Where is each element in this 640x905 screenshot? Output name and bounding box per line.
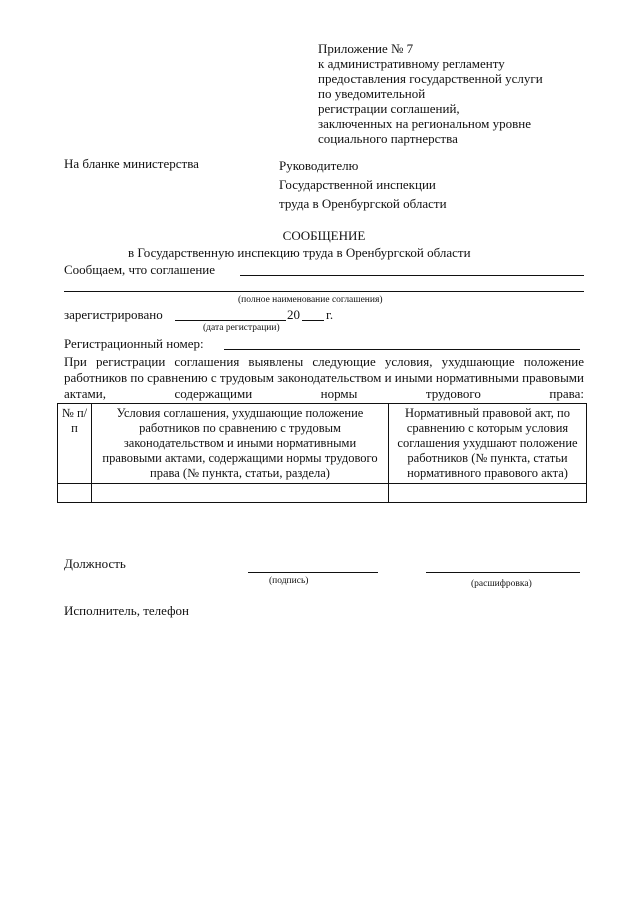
- annex-line: регистрации соглашений,: [318, 101, 460, 116]
- table-cell[interactable]: [389, 484, 587, 503]
- annex-line: предоставления государственной услуги: [318, 71, 543, 86]
- annex-block: [318, 41, 543, 146]
- year-prefix: 20: [287, 307, 300, 322]
- table-cell[interactable]: [58, 484, 92, 503]
- executor-label: Исполнитель, телефон: [64, 603, 189, 618]
- year-suffix: г.: [326, 307, 334, 322]
- date-caption: (дата регистрации): [203, 323, 280, 333]
- reg-number-label: Регистрационный номер:: [64, 336, 204, 351]
- registered-label: зарегистрировано: [64, 307, 163, 322]
- registration-year-field[interactable]: [302, 320, 324, 321]
- message-title: СООБЩЕНИЕ: [282, 228, 366, 243]
- agreement-name-field[interactable]: [240, 275, 584, 276]
- signature-field[interactable]: [248, 572, 378, 573]
- decoding-field[interactable]: [426, 572, 580, 573]
- agreement-caption: (полное наименование соглашения): [238, 295, 383, 305]
- annex-line: Приложение № 7: [318, 41, 414, 56]
- recipient-block: [279, 156, 447, 213]
- annex-line: социального партнерства: [318, 131, 458, 146]
- agreement-label: Сообщаем, что соглашение: [64, 262, 216, 277]
- agreement-name-field-2[interactable]: [64, 291, 584, 292]
- table-row: [58, 484, 587, 503]
- blank-label: На бланке министерства: [64, 156, 199, 171]
- decoding-caption: (расшифровка): [471, 579, 532, 589]
- conditions-paragraph: При регистрации соглашения выявлены следующие условия, ухудшающие положение работников по сравнению с трудовым законодательством и иными нормативными правовыми актами, содержащими нормы трудового права:: [64, 354, 584, 401]
- position-label: Должность: [64, 556, 126, 571]
- table-cell[interactable]: [92, 484, 389, 503]
- recipient-line: Государственной инспекции: [279, 177, 436, 192]
- annex-line: к административному регламенту: [318, 56, 505, 71]
- reg-number-field[interactable]: [224, 349, 580, 350]
- recipient-line: Руководителю: [279, 158, 359, 173]
- table-header-act: Нормативный правовой акт, по сравнению с которым условия соглашения ухудшают положение работников (№ пункта, статьи нормативного правового акта): [389, 404, 587, 484]
- conditions-table: [57, 403, 587, 503]
- table-header-row: [58, 404, 587, 484]
- table-header-number: № п/п: [58, 404, 92, 484]
- registration-date-field[interactable]: [175, 320, 286, 321]
- message-subtitle: в Государственную инспекцию труда в Оренбургской области: [128, 245, 471, 260]
- annex-line: по уведомительной: [318, 86, 426, 101]
- annex-line: заключенных на региональном уровне: [318, 116, 531, 131]
- recipient-line: труда в Оренбургской области: [279, 196, 447, 211]
- signature-caption: (подпись): [269, 576, 309, 586]
- table-header-conditions: Условия соглашения, ухудшающие положение работников по сравнению с трудовым законодательством и иными нормативными правовыми актами, содержащими нормы трудового права (№ пункта, статьи, раздела): [92, 404, 389, 484]
